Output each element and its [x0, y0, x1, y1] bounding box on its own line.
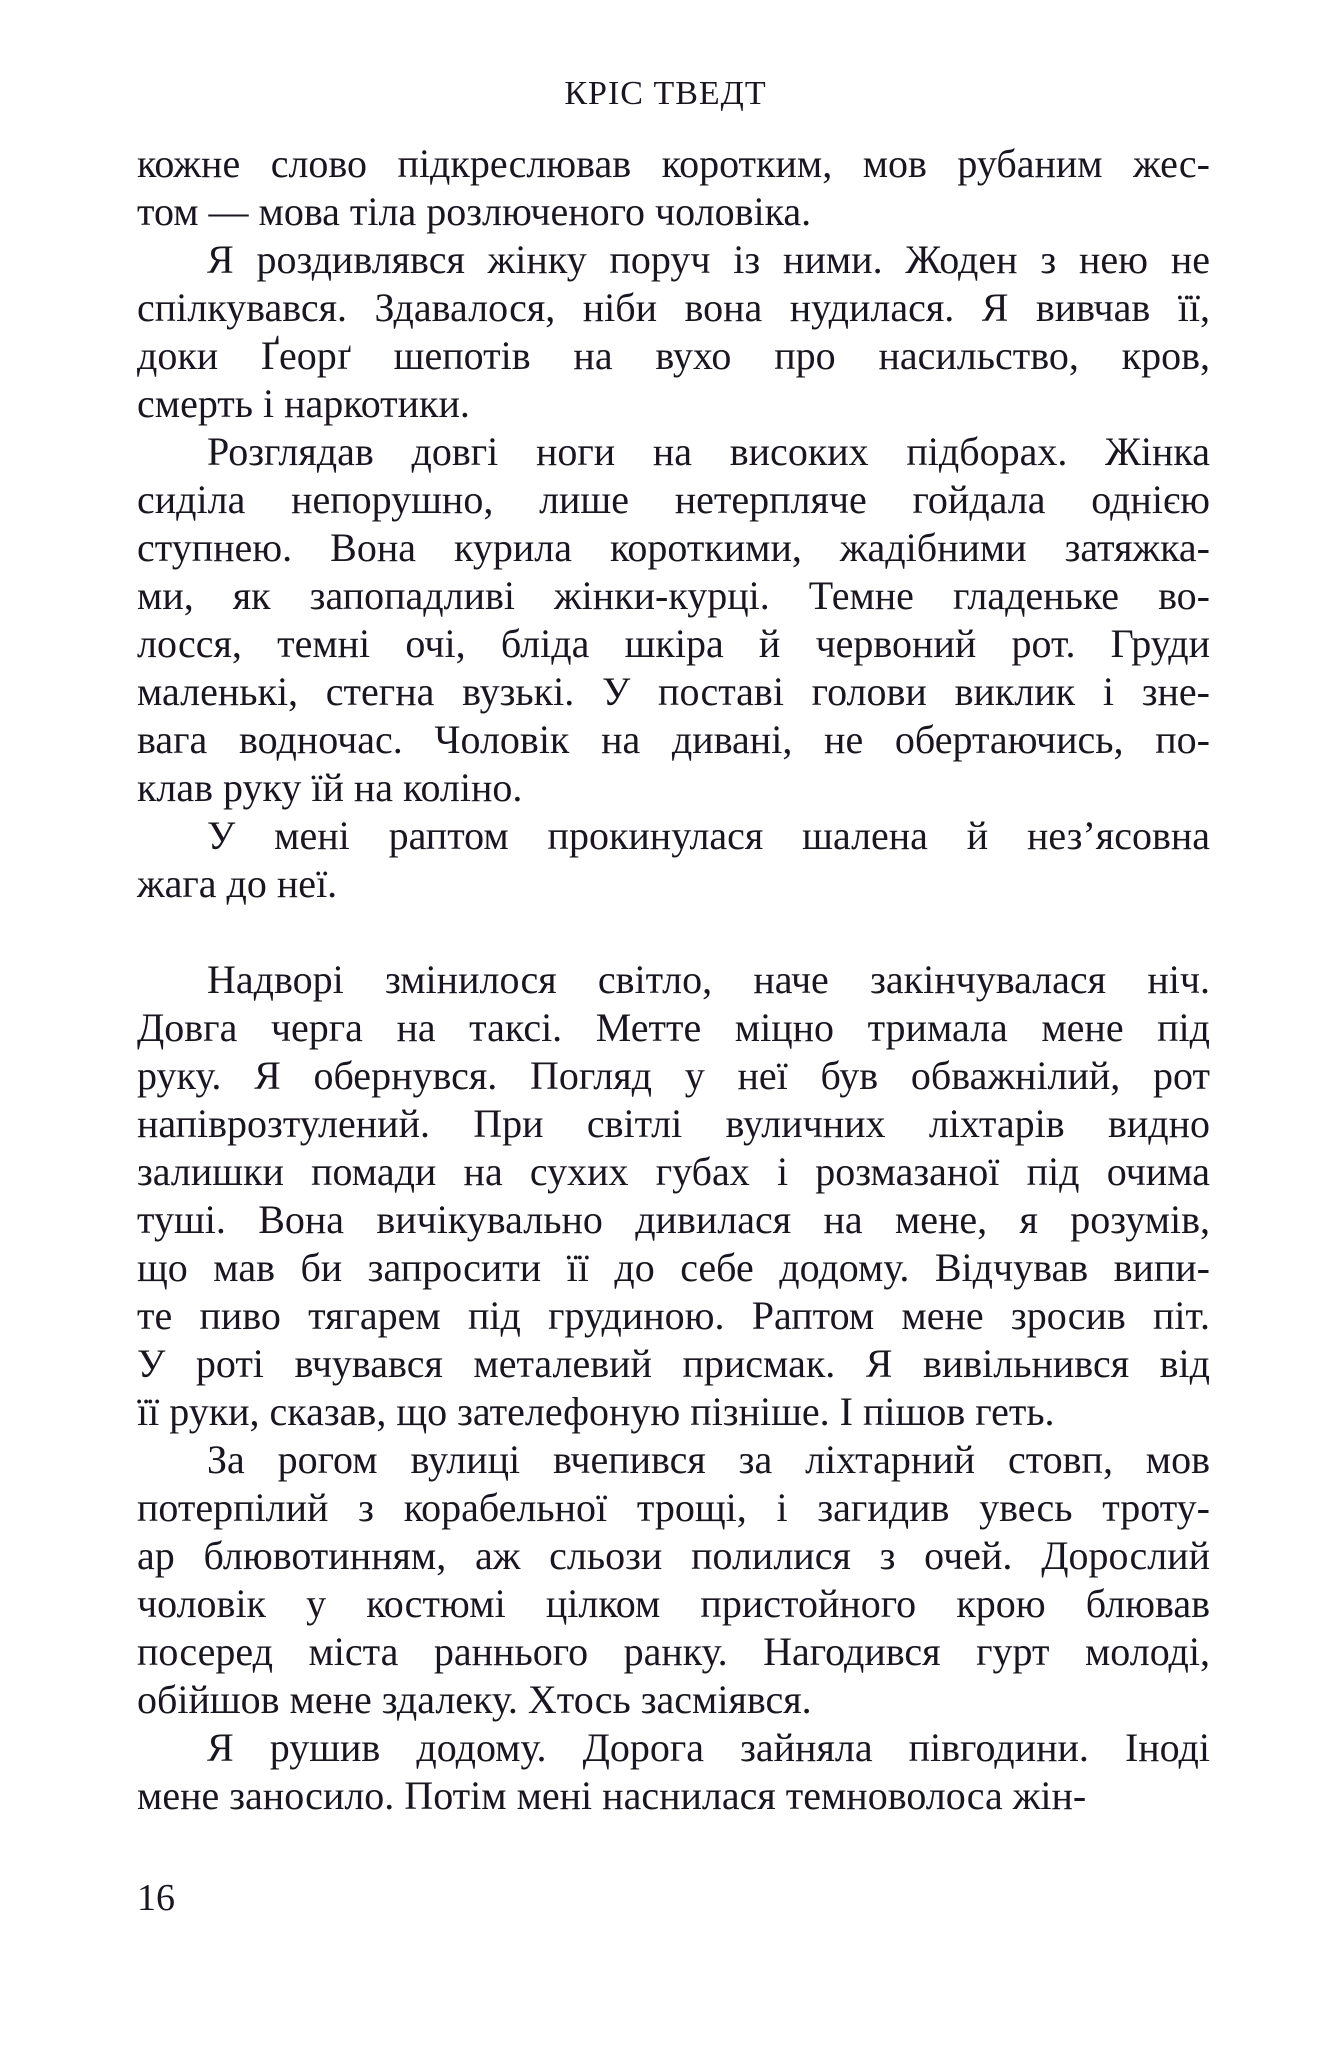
text-line: За рогом вулиці вчепився за ліхтарний стовп, мов: [207, 1437, 1210, 1482]
text-line: У роті вчувався металевий присмак. Я вивільнився від: [137, 1341, 1210, 1386]
text-line: Я роздивлявся жінку поруч із ними. Жоден з нею не: [207, 237, 1210, 282]
text-line: руку. Я обернувся. Погляд у неї був обважнілий, рот: [137, 1053, 1210, 1098]
paragraph: [137, 1436, 1210, 1724]
paragraph: [137, 956, 1210, 1436]
text-line: сиділа непорушно, лише нетерпляче гойдала однією: [137, 477, 1210, 522]
text-line: що мав би запросити її до себе додому. Відчував випи-: [137, 1245, 1210, 1290]
text-line: лосся, темні очі, бліда шкіра й червоний рот. Груди: [137, 621, 1210, 666]
book-text-body: [137, 140, 1210, 1820]
text-line: жага до неї.: [137, 861, 338, 906]
text-line: ми, як запопадливі жінки-курці. Темне гладеньке во-: [137, 573, 1210, 618]
text-line: ар блювотинням, аж сльози полилися з очей. Дорослий: [137, 1533, 1210, 1578]
text-line: Довга черга на таксі. Метте міцно тримала мене під: [137, 1005, 1210, 1050]
text-line: її руки, сказав, що зателефоную пізніше. І пішов геть.: [137, 1389, 1055, 1434]
text-line: ступнею. Вона курила короткими, жадібними затяжка-: [137, 525, 1210, 570]
paragraph: [137, 1724, 1210, 1820]
text-line: чоловік у костюмі цілком пристойного крою блював: [137, 1581, 1210, 1626]
text-line: напіврозтулений. При світлі вуличних ліхтарів видно: [137, 1101, 1210, 1146]
text-line: мене заносило. Потім мені наснилася темноволоса жін-: [137, 1773, 1087, 1818]
text-line: спілкувався. Здавалося, ніби вона нудилася. Я вивчав її,: [137, 285, 1210, 330]
text-line: обійшов мене здалеку. Хтось засміявся.: [137, 1677, 812, 1722]
text-line: Розглядав довгі ноги на високих підборах. Жінка: [207, 429, 1210, 474]
text-line: том — мова тіла розлюченого чоловіка.: [137, 189, 812, 234]
text-line: залишки помади на сухих губах і розмазаної під очима: [137, 1149, 1210, 1194]
paragraph: [137, 812, 1210, 908]
text-line: смерть і наркотики.: [137, 381, 470, 426]
text-line: туші. Вона вичікувально дивилася на мене, я розумів,: [137, 1197, 1210, 1242]
text-line: кожне слово підкреслював коротким, мов рубаним жес-: [137, 141, 1210, 186]
text-line: вага водночас. Чоловік на дивані, не обертаючись, по-: [137, 717, 1210, 762]
text-line: маленькі, стегна вузькі. У поставі голови виклик і зне-: [137, 669, 1210, 714]
running-header-author: КРІС ТВЕДТ: [564, 75, 767, 112]
text-line: У мені раптом прокинулася шалена й нез’ясовна: [207, 813, 1210, 858]
text-line: клав руку їй на коліно.: [137, 765, 523, 810]
text-line: те пиво тягарем під грудиною. Раптом мене зросив піт.: [137, 1293, 1210, 1338]
section-break: [137, 908, 1210, 956]
text-line: Я рушив додому. Дорога зайняла півгодини. Іноді: [207, 1725, 1210, 1770]
paragraph: [137, 140, 1210, 236]
paragraph: [137, 428, 1210, 812]
text-line: посеред міста раннього ранку. Нагодився гурт молоді,: [137, 1629, 1210, 1674]
page-number: 16: [137, 1877, 175, 1919]
paragraph: [137, 236, 1210, 428]
text-line: потерпілий з корабельної трощі, і загидив увесь троту-: [137, 1485, 1210, 1530]
text-line: доки Ґеорґ шепотів на вухо про насильство, кров,: [137, 333, 1210, 378]
text-line: Надворі змінилося світло, наче закінчувалася ніч.: [207, 957, 1210, 1002]
